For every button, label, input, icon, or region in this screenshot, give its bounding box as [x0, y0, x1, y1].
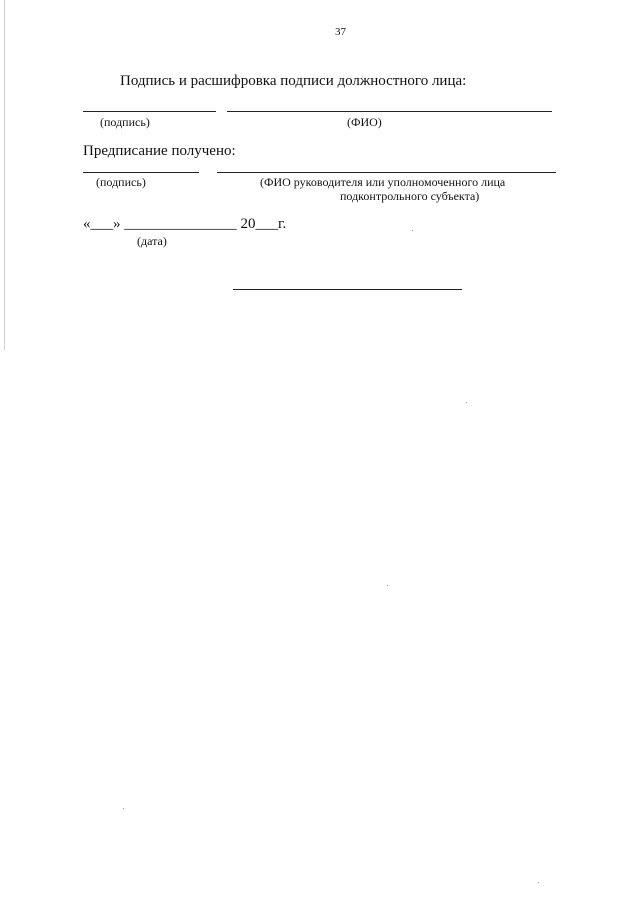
date-caption: (дата): [137, 234, 167, 248]
date-year-prefix: 20: [240, 216, 256, 232]
recipient-signature-line: [83, 172, 199, 173]
scan-speck: [538, 882, 539, 883]
recipient-name-caption-line1: (ФИО руководителя или уполномоченного лица: [260, 175, 506, 189]
recipient-name-line: [217, 172, 556, 173]
official-name-line: [227, 111, 552, 112]
scan-speck: [466, 402, 467, 403]
date-open-quote: «: [83, 216, 91, 232]
date-month-blank: _______________: [124, 216, 237, 232]
official-signature-heading: Подпись и расшифровка подписи должностного лица:: [120, 73, 467, 89]
scan-speck: [123, 808, 124, 809]
prescription-received-label: Предписание получено:: [83, 143, 236, 159]
recipient-name-caption-line2: подконтрольного субъекта): [340, 189, 480, 203]
official-signature-line: [83, 111, 216, 112]
scan-margin-line: [4, 0, 5, 350]
date-close-quote: »: [113, 216, 121, 232]
date-year-blank: ___: [255, 216, 278, 232]
official-signature-caption: (подпись): [100, 115, 150, 129]
official-name-caption: (ФИО): [347, 115, 382, 129]
scan-speck: [387, 585, 388, 586]
page-number: 37: [335, 26, 346, 38]
closing-line: [233, 289, 462, 290]
date-year-suffix: г.: [278, 216, 287, 232]
date-line: [83, 216, 286, 233]
recipient-signature-caption: (подпись): [96, 175, 146, 189]
scan-speck: [412, 230, 413, 231]
date-day-blank: ___: [90, 216, 113, 232]
